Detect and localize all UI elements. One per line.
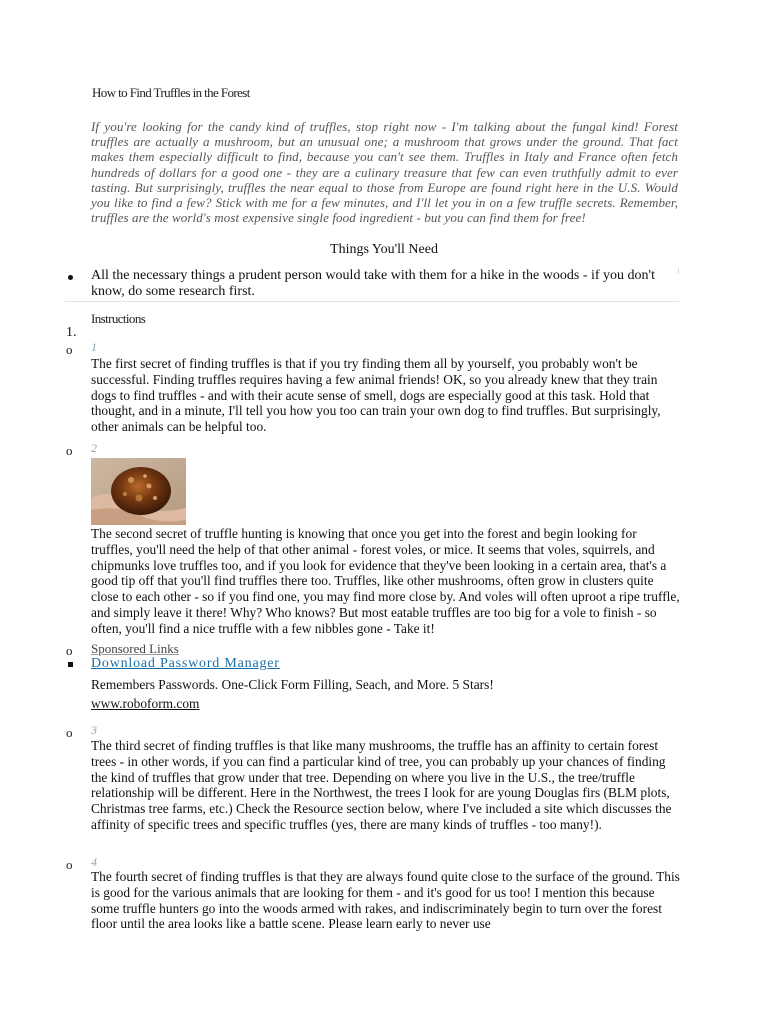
- list-number: 1.: [66, 325, 77, 340]
- step-marker: o: [66, 342, 73, 357]
- truffle-in-hand-photo: [91, 458, 186, 525]
- bullet-square: [68, 662, 73, 667]
- step-number: 2: [91, 441, 97, 455]
- step-marker: o: [66, 643, 73, 658]
- step-marker: o: [66, 443, 73, 458]
- step-number: 4: [91, 855, 97, 869]
- instructions-heading: Instructions: [91, 311, 146, 326]
- step-text: The second secret of truffle hunting is knowing that once you get into the forest and begin looking for truffles, you'll need the help of that other animal - forest voles, or mice. It seems that voles, squirrels, and chipmunks love truffles too, and if you look for evidence that they've been looking in a certain area, that's a good tip off that you'll find truffles there too. Truffles, like other mushrooms, often grow in clusters quite close to each other - so if you find one, you may find more close by. And voles will often uproot a ripe truffle, and simply leave it there! Why? Who knows? But most eatable truffles are too big for a vole to finish - so often, you'll find a nice truffle with a few nibbles gone - Take it!: [91, 526, 680, 636]
- intro-paragraph: If you're looking for the candy kind of truffles, stop right now - I'm talking about the fungal kind! Forest truffles are actually a mushroom, but an unusual one; a mushroom that grows under the ground. That fact makes them especially difficult to find, because you can't see them. Truffles in Italy and France often fetch hundreds of dollars for a good one - they are a culinary treasure that few can even truthfully admit to ever tasting. But surprisingly, truffles the near equal to those from Europe are found right here in the U.S. Would you like to find a few? Stick with me for a few minutes, and I'll let you in on a few truffle secrets. Remember, truffles are the world's most expensive single food ingredient - but you can find them for free!: [91, 119, 678, 226]
- things-heading: Things You'll Need: [330, 242, 438, 257]
- sponsored-links-label[interactable]: Sponsored Links: [91, 641, 179, 656]
- step-number: 1: [91, 340, 97, 354]
- things-item: All the necessary things a prudent person would take with them for a hike in the woods - if you don't know, do some research first.: [91, 268, 655, 299]
- ad-title-link[interactable]: Download Password Manager: [91, 656, 280, 671]
- ad-description: Remembers Passwords. One-Click Form Filling, Seach, and More. 5 Stars!: [91, 677, 494, 692]
- ad-url-link[interactable]: www.roboform.com: [91, 696, 200, 711]
- divider-tick: [678, 268, 679, 274]
- step-marker: o: [66, 857, 73, 872]
- step-text: The third secret of finding truffles is that like many mushrooms, the truffle has an affinity to certain forest trees - in other words, if you can find a particular kind of tree, you can probably up your chances of finding the kind of truffles that grow under that tree. Depending on where you live in the U.S., the tree/truffle relationship will be different. Here in the Northwest, the trees I look for are young Douglas firs (BLM plots, Christmas tree farms, etc.) Check the Resource section below, where I've included a site which discusses the affinity of specific trees and specific truffles (yes, there are many kinds of truffles - too many!).: [91, 738, 672, 832]
- step-text: The fourth secret of finding truffles is that they are always found quite close to the surface of the ground. This is good for the various animals that are looking for them - and it's good for us too! I mention this because some truffle hunters go into the woods armed with rakes, and indiscriminately begin to turn over the forest floor until the area looks like a battle scene. Please learn early to never use: [91, 869, 680, 932]
- step-number: 3: [91, 723, 97, 737]
- step-text: The first secret of finding truffles is that if you try finding them all by yourself, you probably won't be successful. Finding truffles requires having a few animal friends! OK, so you already knew that they train dogs to find truffles - and with their acute sense of smell, dogs are especially good at this task. Hold that thought, and in a minute, I'll tell you how you too can train your own dog to find truffles. But surprisingly, other animals can be helpful too.: [91, 356, 661, 435]
- section-divider: [65, 301, 679, 302]
- bullet-dot: [68, 275, 73, 280]
- step-marker: o: [66, 725, 73, 740]
- page-title: How to Find Truffles in the Forest: [92, 85, 250, 100]
